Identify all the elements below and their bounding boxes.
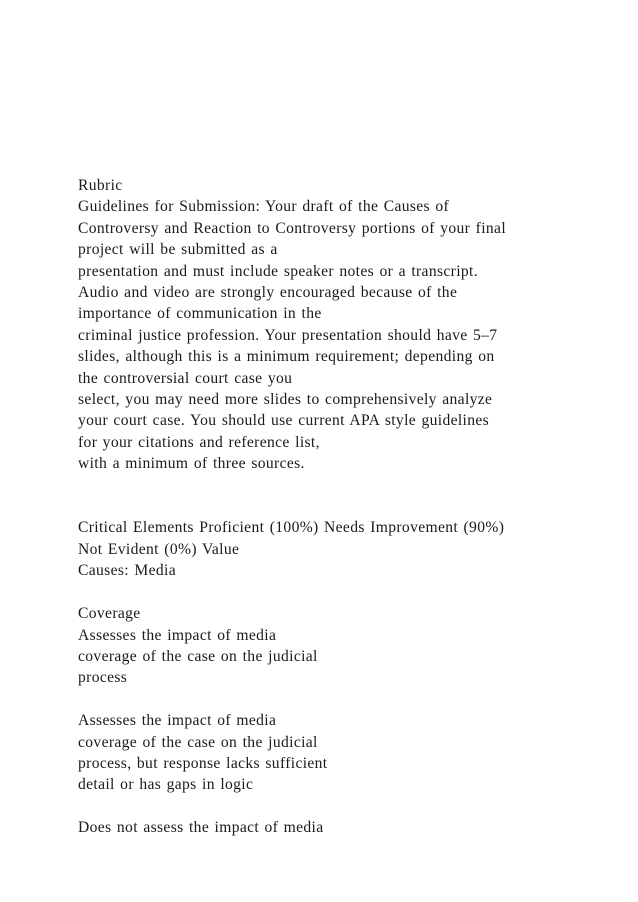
guidelines-line: for your citations and reference list,: [78, 433, 320, 451]
criterion-line: process: [78, 669, 128, 687]
rubric-header-line: Critical Elements Proficient (100%) Needs Improvement (90%): [78, 519, 505, 537]
guidelines-line: importance of communication in the: [78, 305, 322, 323]
needs-improvement-block: [78, 710, 618, 796]
guidelines-line: your court case. You should use current APA style guidelines: [78, 412, 490, 430]
guidelines-line: slides, although this is a minimum requirement; depending on: [78, 348, 495, 366]
rubric-section-title: Causes: Media: [78, 562, 176, 580]
criterion-line: Assesses the impact of media: [78, 626, 277, 644]
guidelines-line: presentation and must include speaker notes or a transcript.: [78, 262, 478, 280]
guidelines-line: project will be submitted as a: [78, 241, 278, 259]
rubric-table-header: [78, 517, 618, 581]
section-spacer: [78, 582, 618, 603]
guidelines-line: the controversial court case you: [78, 369, 293, 387]
section-spacer: [78, 796, 618, 817]
needs-improvement-line: process, but response lacks sufficient: [78, 754, 328, 772]
guidelines-line: criminal justice profession. Your presentation should have 5–7: [78, 326, 498, 344]
criterion-title: Coverage: [78, 605, 141, 623]
guidelines-line: Audio and video are strongly encouraged because of the: [78, 284, 458, 302]
rubric-heading: Rubric: [78, 177, 123, 194]
needs-improvement-line: Assesses the impact of media: [78, 712, 277, 730]
needs-improvement-line: coverage of the case on the judicial: [78, 733, 318, 751]
rubric-header-line: Not Evident (0%) Value: [78, 540, 240, 558]
criterion-proficient-block: [78, 603, 618, 689]
guidelines-line: with a minimum of three sources.: [78, 455, 305, 473]
guidelines-line: Controversy and Reaction to Controversy portions of your final: [78, 219, 507, 237]
submission-guidelines-paragraph: [78, 196, 618, 474]
criterion-line: coverage of the case on the judicial: [78, 647, 318, 665]
guidelines-line: Guidelines for Submission: Your draft of the Causes of: [78, 198, 450, 216]
guidelines-line: select, you may need more slides to comprehensively analyze: [78, 391, 493, 409]
section-spacer: [78, 689, 618, 710]
section-spacer: [78, 475, 618, 518]
document-body: [78, 175, 618, 839]
not-evident-line: Does not assess the impact of media: [78, 819, 324, 837]
not-evident-block: [78, 817, 618, 838]
needs-improvement-line: detail or has gaps in logic: [78, 776, 254, 794]
